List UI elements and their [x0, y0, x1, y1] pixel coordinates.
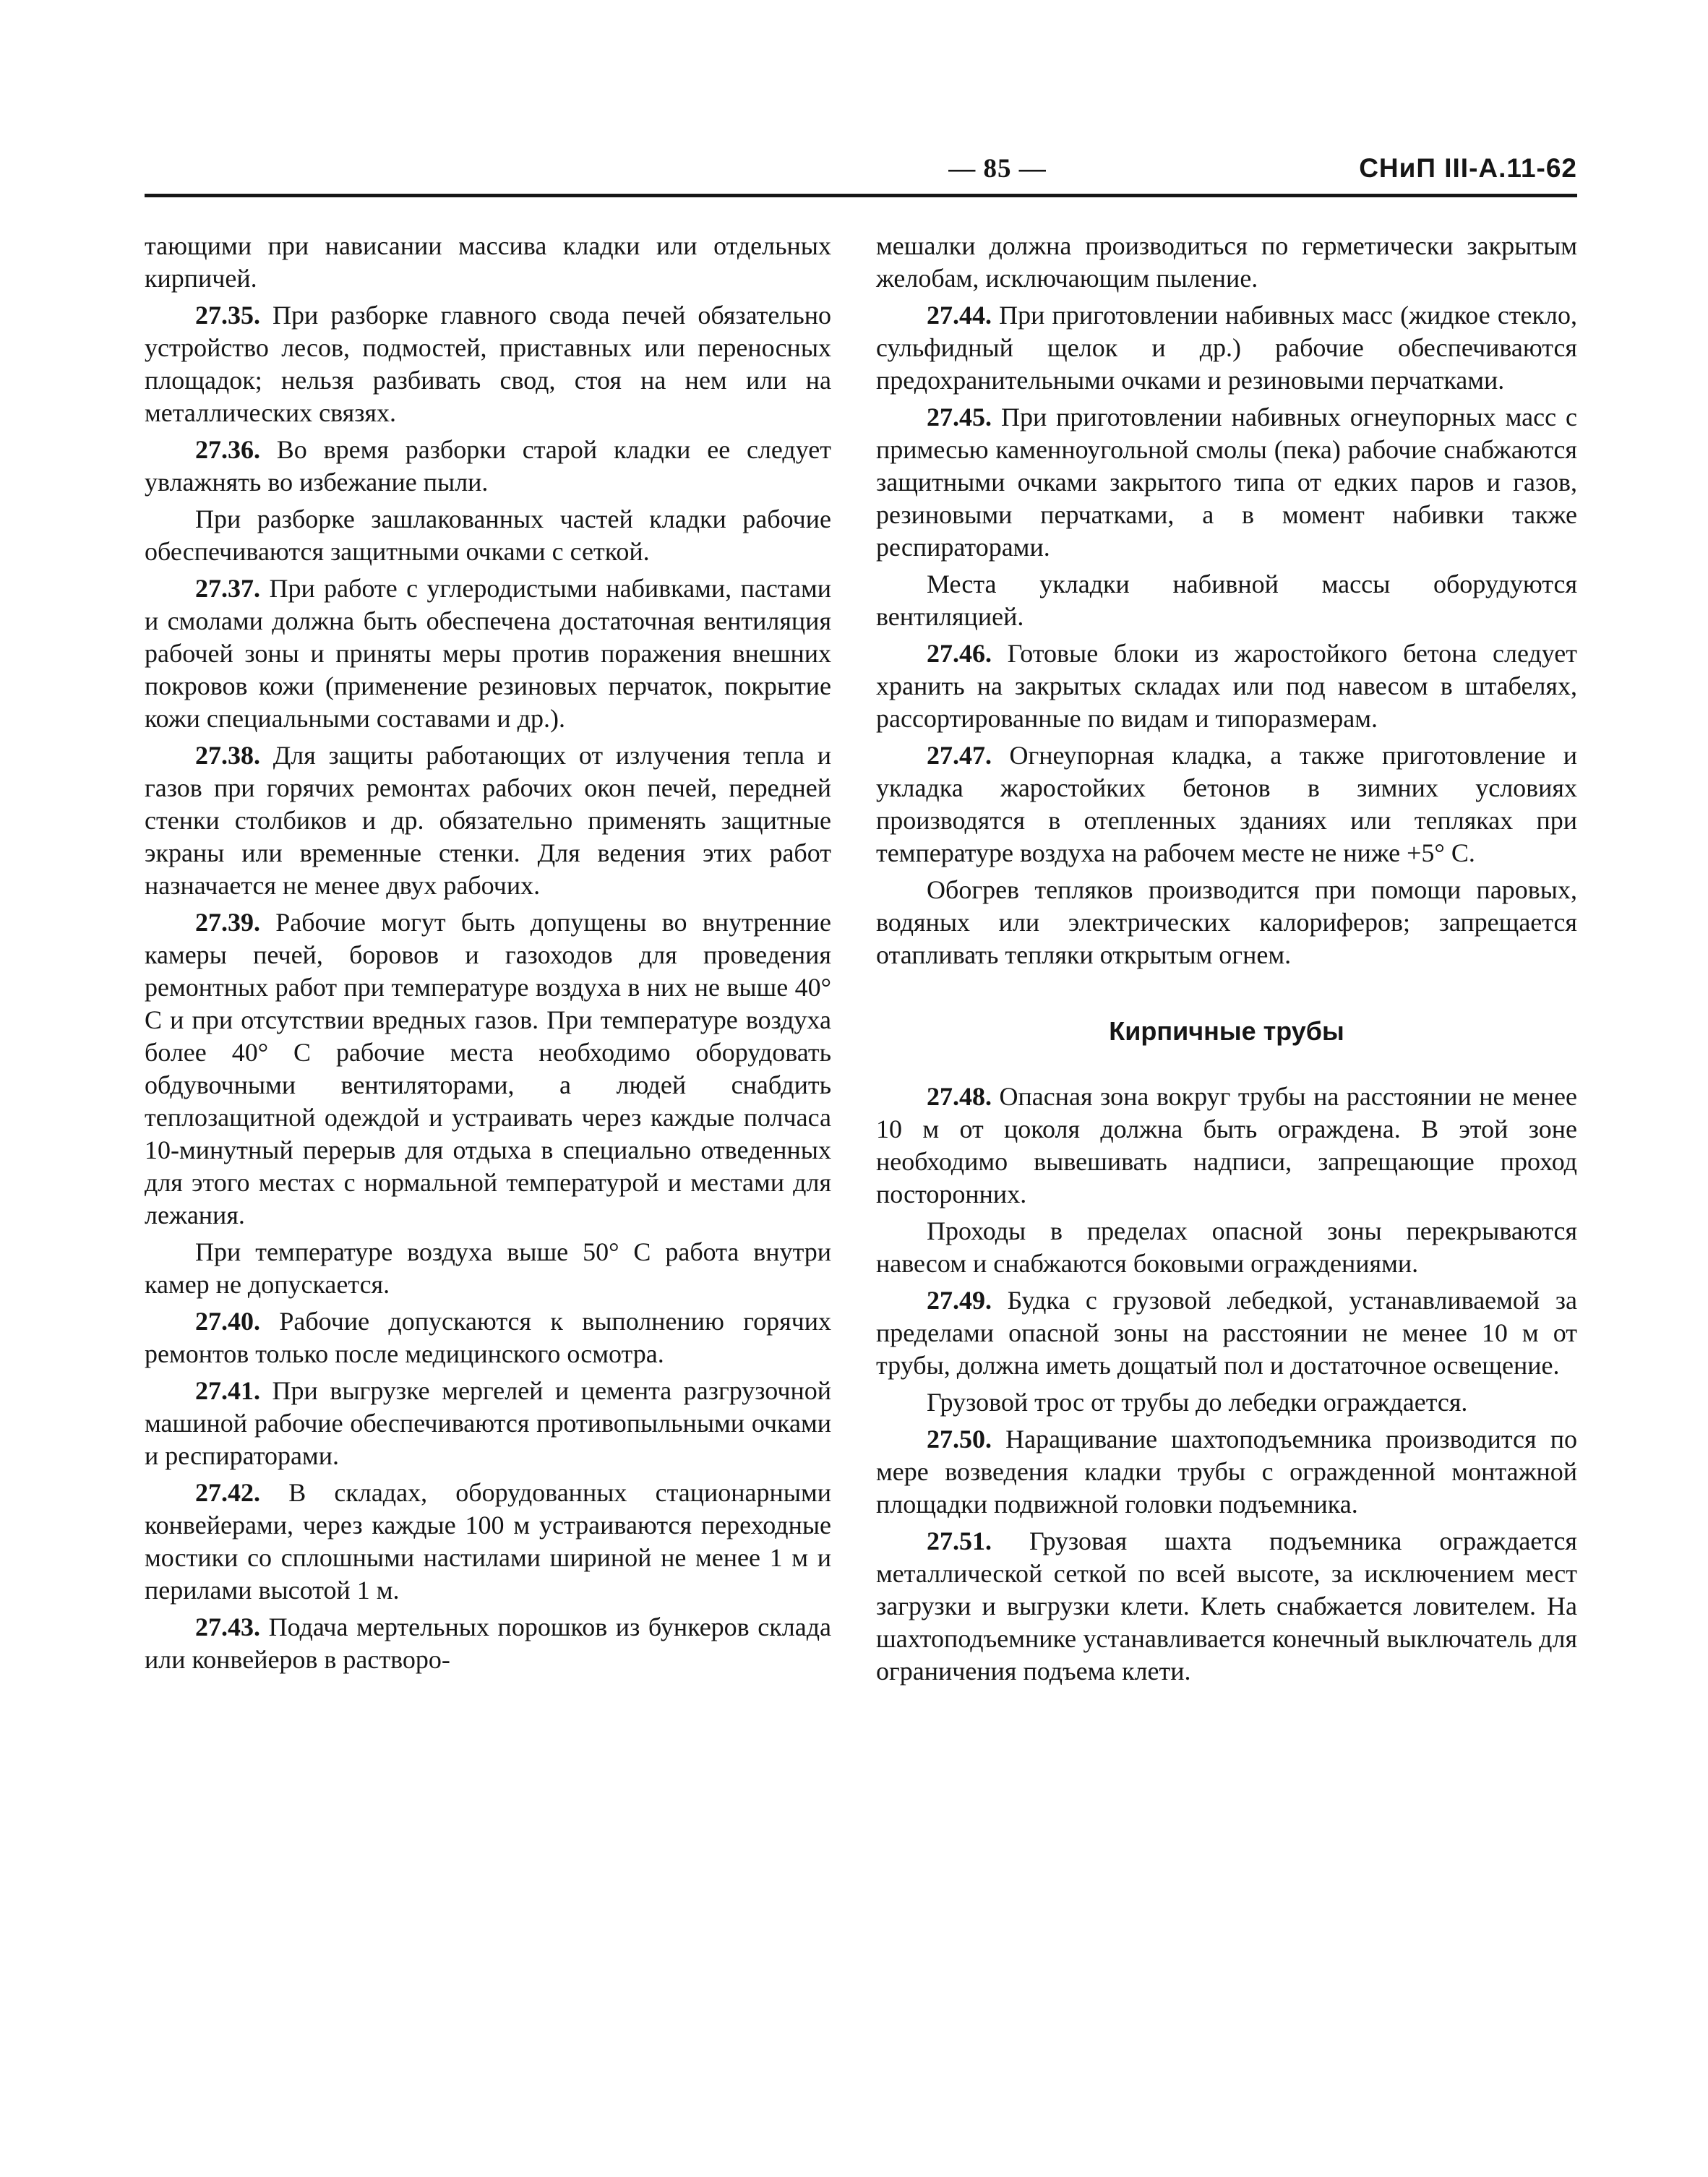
- clause-number: 27.46.: [927, 639, 992, 668]
- page-header: [145, 153, 1577, 197]
- section-title: Кирпичные трубы: [1109, 1016, 1344, 1046]
- right-column: [876, 230, 1577, 1692]
- clause-number: 27.44.: [927, 301, 992, 330]
- page-number: — 85 —: [948, 154, 1047, 184]
- clause-number: 27.49.: [927, 1286, 992, 1315]
- clause-number: 27.50.: [927, 1425, 992, 1454]
- paragraph-text: Места укладки набивной массы оборудуются вентиляцией.: [876, 570, 1577, 631]
- paragraph: [145, 503, 831, 568]
- paragraph-text: Огнеупорная кладка, а также приготовление и укладка жаростойких бетонов в зимних условиях производятся в отепленных зданиях или тепляках при температуре воздуха на рабочем месте не ниже +5° С.: [876, 741, 1577, 867]
- paragraph: [145, 1375, 831, 1472]
- paragraph-text: Для защиты работающих от излучения тепла и газов при горячих ремонтах рабочих окон печей, передней стенки столбиков и др. обязательно применять защитные экраны или временные стенки. Для ведения этих работ назначается не менее двух рабочих.: [145, 741, 831, 900]
- paragraph: [145, 906, 831, 1232]
- paragraph-text: Подача мертельных порошков из бункеров склада или конвейеров в растворо-: [145, 1613, 831, 1674]
- paragraph: [145, 1477, 831, 1607]
- clause-number: 27.45.: [927, 403, 992, 431]
- paragraph-text: Рабочие могут быть допущены во внутренние камеры печей, боровов и газоходов для проведения ремонтных работ при температуре воздуха в них не выше 40° С и при отсутствии вредных газов. При температуре воздуха более 40° С рабочие места необходимо оборудовать обдувочными вентиляторами, а людей снабдить теплозащитной одеждой и устраивать через каждые полчаса 10-минутный перерыв для отдыха в специально отведенных для этого местах с нормальной температурой и местами для лежания.: [145, 908, 831, 1229]
- paragraph-text: При выгрузке мергелей и цемента разгрузочной машиной рабочие обеспечиваются противопыльными очками и респираторами.: [145, 1376, 831, 1470]
- paragraph: [876, 230, 1577, 295]
- clause-number: 27.37.: [195, 574, 260, 603]
- paragraph: [145, 299, 831, 429]
- left-column: [145, 230, 831, 1680]
- paragraph: [876, 1081, 1577, 1211]
- paragraph-text: Опасная зона вокруг трубы на расстоянии не менее 10 м от цоколя должна быть ограждена. В этой зоне необходимо вывешивать надписи, запрещающие проход посторонних.: [876, 1082, 1577, 1208]
- paragraph-text: тающими при нависании массива кладки или отдельных кирпичей.: [145, 231, 831, 293]
- clause-number: 27.39.: [195, 908, 260, 937]
- paragraph: [876, 1284, 1577, 1382]
- paragraph-text: При разборке зашлакованных частей кладки рабочие обеспечиваются защитными очками с сеткой.: [145, 504, 831, 566]
- paragraph-text: При приготовлении набивных огнеупорных масс с примесью каменноугольной смолы (пека) рабочие снабжаются защитными очками закрытого типа от едких паров и газов, резиновыми перчатками, а в момент набивки также респираторами.: [876, 403, 1577, 562]
- paragraph-text: мешалки должна производиться по герметически закрытым желобам, исключающим пыление.: [876, 231, 1577, 293]
- paragraph-text: Наращивание шахтоподъемника производится по мере возведения кладки трубы с огражденной монтажной площадки подвижной головки подъемника.: [876, 1425, 1577, 1519]
- clause-number: 27.43.: [195, 1613, 260, 1641]
- paragraph: [145, 739, 831, 902]
- paragraph: [876, 874, 1577, 971]
- paragraph-text: Во время разборки старой кладки ее следует увлажнять во избежание пыли.: [145, 435, 831, 497]
- clause-number: 27.47.: [927, 741, 992, 770]
- clause-number: 27.36.: [195, 435, 260, 464]
- clause-number: 27.51.: [927, 1527, 992, 1555]
- header-rule: [145, 194, 1577, 197]
- clause-number: 27.41.: [195, 1376, 260, 1405]
- paragraph: [145, 1611, 831, 1676]
- paragraph: [145, 230, 831, 295]
- clause-number: 27.35.: [195, 301, 260, 330]
- paragraph-text: В складах, оборудованных стационарными конвейерами, через каждые 100 м устраиваются переходные мостики со сплошными настилами шириной не менее 1 м и перилами высотой 1 м.: [145, 1478, 831, 1605]
- paragraph-text: При разборке главного свода печей обязательно устройство лесов, подмостей, приставных или переносных площадок; нельзя разбивать свод, стоя на нем или на металлических связях.: [145, 301, 831, 427]
- paragraph: [876, 637, 1577, 735]
- paragraph-text: Грузовая шахта подъемника ограждается металлической сеткой по всей высоте, за исключением мест загрузки и выгрузки клети. Клеть снабжается ловителем. На шахтоподъемнике устанавливается конечный выключатель для ограничения подъема клети.: [876, 1527, 1577, 1686]
- paragraph: [876, 1215, 1577, 1280]
- paragraph: [876, 568, 1577, 633]
- paragraph-text: При приготовлении набивных масс (жидкое стекло, сульфидный щелок и др.) рабочие обеспечиваются предохранительными очками и резиновыми перчатками.: [876, 301, 1577, 395]
- paragraph: [876, 739, 1577, 869]
- paragraph: [876, 299, 1577, 397]
- paragraph: [876, 401, 1577, 564]
- paragraph: [145, 1236, 831, 1301]
- paragraph-text: Готовые блоки из жаростойкого бетона следует хранить на закрытых складах или под навесом в штабелях, рассортированные по видам и типоразмерам.: [876, 639, 1577, 733]
- paragraph: [876, 1525, 1577, 1688]
- paragraph-text: При работе с углеродистыми набивками, пастами и смолами должна быть обеспечена достаточная вентиляция рабочей зоны и приняты меры против поражения внешних покровов кожи (применение резиновых перчаток, покрытие кожи специальными составами и др.).: [145, 574, 831, 733]
- paragraph: [145, 572, 831, 735]
- paragraph: [876, 1423, 1577, 1521]
- clause-number: 27.48.: [927, 1082, 992, 1111]
- paragraph: [145, 434, 831, 499]
- paragraph: [145, 1305, 831, 1370]
- paragraph-text: Рабочие допускаются к выполнению горячих ремонтов только после медицинского осмотра.: [145, 1307, 831, 1368]
- paragraph-text: Грузовой трос от трубы до лебедки ограждается.: [927, 1388, 1468, 1417]
- document-code: СНиП III-А.11-62: [1359, 153, 1577, 183]
- clause-number: 27.42.: [195, 1478, 260, 1507]
- clause-number: 27.40.: [195, 1307, 260, 1336]
- paragraph: [876, 1386, 1577, 1419]
- paragraph-text: Обогрев тепляков производится при помощи паровых, водяных или электрических калориферов; запрещается отапливать тепляки открытым огнем.: [876, 875, 1577, 969]
- paragraph-text: При температуре воздуха выше 50° С работа внутри камер не допускается.: [145, 1237, 831, 1299]
- paragraph-text: Будка с грузовой лебедкой, устанавливаемой за пределами опасной зоны на расстоянии не менее 10 м от трубы, должна иметь дощатый пол и достаточное освещение.: [876, 1286, 1577, 1380]
- clause-number: 27.38.: [195, 741, 260, 770]
- paragraph-text: Проходы в пределах опасной зоны перекрываются навесом и снабжаются боковыми ограждениями.: [876, 1216, 1577, 1278]
